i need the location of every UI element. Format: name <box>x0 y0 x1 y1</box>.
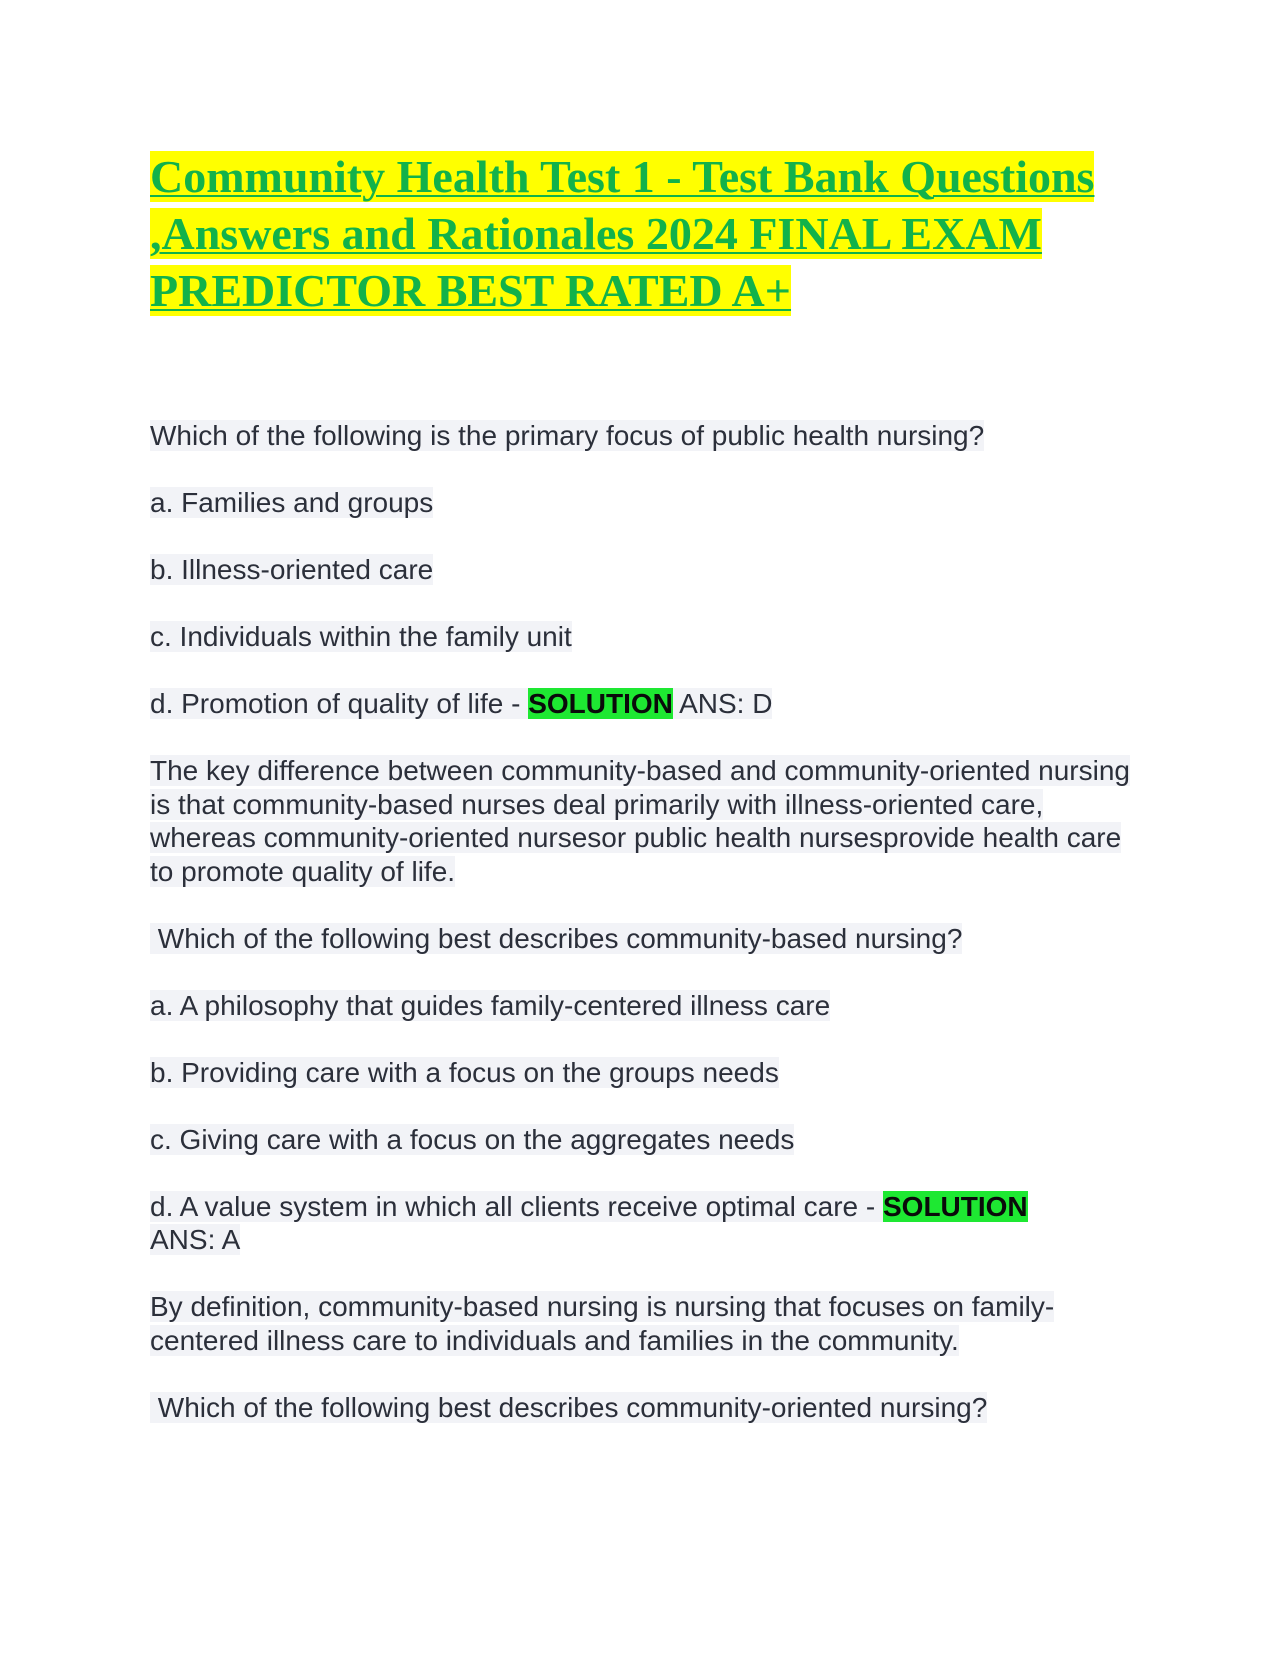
question-2-rationale: By definition, community-based nursing is nursing that focuses on family-centered illness care to individuals and families in the community. <box>150 1291 1055 1356</box>
question-1-option-d: d. Promotion of quality of life - SOLUTION ANS: D <box>150 688 773 719</box>
question-1-text: Which of the following is the primary focus of public health nursing? <box>150 420 985 451</box>
answer-label: ANS: D <box>672 688 773 719</box>
question-block-3 <box>150 1391 1130 1425</box>
question-2-option-b: b. Providing care with a focus on the groups needs <box>150 1056 779 1088</box>
document-title-text: Community Health Test 1 - Test Bank Questions ,Answers and Rationales 2024 FINAL EXAM PREDICTOR BEST RATED A+ <box>150 151 1095 316</box>
question-2-option-a: a. A philosophy that guides family-centered illness care <box>150 989 831 1021</box>
question-1-option-a: a. Families and groups <box>150 487 434 518</box>
question-2-text: Which of the following best describes community-based nursing? <box>150 922 963 954</box>
question-block-1 <box>150 419 1130 888</box>
document-page <box>150 148 1130 1458</box>
question-1-rationale: The key difference between community-based and community-oriented nursing is that community-based nurses deal primarily with illness-oriented care, whereas community-oriented nursesor public health nursesprovide health care to promote quality of life. <box>150 755 1130 887</box>
document-title <box>150 148 1130 319</box>
question-2-option-c: c. Giving care with a focus on the aggregates needs <box>150 1123 795 1155</box>
question-1-option-b: b. Illness-oriented care <box>150 554 434 585</box>
answer-label: ANS: A <box>150 1224 241 1255</box>
solution-badge: SOLUTION <box>528 688 673 719</box>
question-block-2 <box>150 922 1130 1358</box>
question-2-option-d: d. A value system in which all clients receive optimal care - SOLUTION ANS: A <box>150 1190 1028 1255</box>
question-1-option-c: c. Individuals within the family unit <box>150 621 572 652</box>
solution-badge: SOLUTION <box>882 1190 1028 1222</box>
question-3-text: Which of the following best describes community-oriented nursing? <box>150 1391 988 1423</box>
